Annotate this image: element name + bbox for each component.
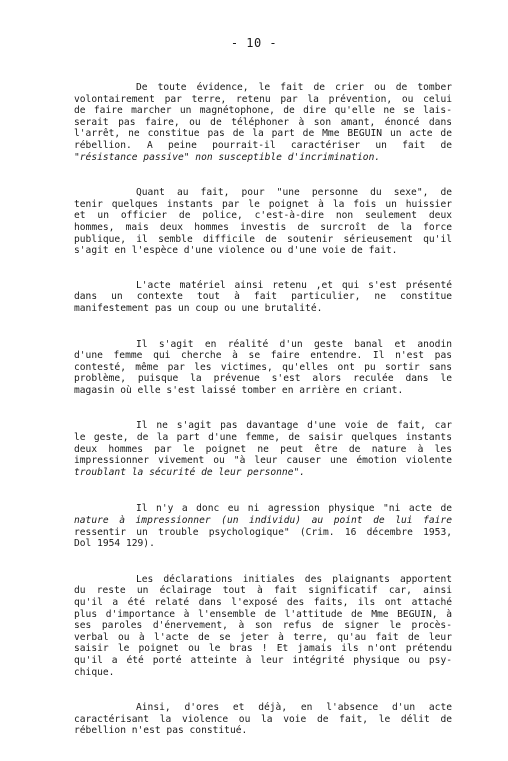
text-line: d'une femme qui cherche à se faire entendre. Il n'est pas <box>74 350 452 362</box>
text-line: Il s'agit en réalité d'un geste banal et anodin <box>136 338 452 350</box>
text-line: verbal ou à l'acte de se jeter à terre, qu'au fait de leur <box>74 631 452 643</box>
text-line: Les déclarations initiales des plaignants apportent <box>136 573 452 585</box>
text-line: deux hommes par le poignet ne peut être de nature à les <box>74 443 452 455</box>
text-line: publique, il semble difficile de soutenir sérieusement qu'il <box>74 233 452 245</box>
text-line: hommes, mais deux hommes investis de surcroît de la force <box>74 221 452 233</box>
text-line: l'arrêt, ne constitue pas de la part de Mme BEGUIN un acte de <box>74 128 452 140</box>
text-line: impressionner vivement ou "à leur causer une émotion violente <box>74 455 452 467</box>
text-line: problème, puisque la prévenue s'est alors reculée dans le <box>74 373 452 385</box>
text-line: chique. <box>74 666 115 678</box>
text-line: Il ne s'agit pas davantage d'une voie de fait, car <box>136 420 452 432</box>
text-line: caractérisant la violence ou la voie de fait, le délit de <box>74 713 452 725</box>
paragraph-2 <box>74 187 452 257</box>
text-line: troublant la sécurité de leur personne". <box>74 466 306 478</box>
text-line: ressentir un trouble psychologique" (Crim. 16 décembre 1953, <box>74 526 452 538</box>
text-line: rébellion n'est pas constitué. <box>74 725 248 737</box>
paragraph-7 <box>74 574 452 678</box>
text-line: dans un contexte tout à fait particulier, ne constitue <box>74 291 452 303</box>
text-line: ses paroles d'énervement, à son refus de signer le procès- <box>74 620 452 632</box>
text-line: s'agit en l'espèce d'une violence ou d'une voie de fait. <box>74 245 398 257</box>
text-line: de faire marcher un magnétophone, de dire qu'elle ne se lais- <box>74 105 452 117</box>
text-line: magasin où elle s'est laissé tomber en arrière en criant. <box>74 384 404 396</box>
text-line: De toute évidence, le fait de crier ou de tomber <box>136 82 452 93</box>
text-line: contesté, même par les victimes, qu'elles ont pu sortir sans <box>74 361 452 373</box>
page-number: - 10 - <box>230 36 278 50</box>
text-line: plus d'importance à l'ensemble de l'attitude de Mme BEGUIN, à <box>74 608 452 620</box>
text-line: volontairement par terre, retenu par la prévention, ou celui <box>74 93 452 105</box>
text-line: rébellion. A peine pourrait-il caractériser un fait de <box>74 139 452 151</box>
paragraph-8 <box>74 702 452 737</box>
text-line: du reste un éclairage tout à fait significatif car, ainsi <box>74 585 452 597</box>
paragraph-4 <box>74 339 452 397</box>
text-line: tenir quelques instants par le poignet à la fois un huissier <box>74 198 452 210</box>
text-line: le geste, de la part d'une femme, de saisir quelques instants <box>74 432 452 444</box>
text-line: qu'il a été relaté dans l'exposé des faits, ils ont attaché <box>74 597 452 608</box>
text-line: Quant au fait, pour "une personne du sexe", de <box>136 187 452 199</box>
text-line: nature à impressionner (un individu) au point de lui faire <box>74 515 452 527</box>
document-body <box>74 82 452 761</box>
paragraph-5 <box>74 420 452 478</box>
text-line: saisir le poignet ou le bras ! Et jamais ils n'ont prétendu <box>74 643 452 655</box>
paragraph-1 <box>74 82 452 163</box>
paragraph-3 <box>74 280 452 315</box>
paragraph-6 <box>74 503 452 549</box>
text-line: Il n'y a donc eu ni agression physique "ni acte de <box>136 503 452 515</box>
text-line: Dol 1954 129). <box>74 538 155 550</box>
text-line: manifestement pas un coup ou une brutalité. <box>74 302 323 314</box>
text-line: qu'il a été porté atteinte à leur intégrité physique ou psy- <box>74 654 452 666</box>
text-line: "résistance passive" non susceptible d'incrimination. <box>74 151 381 163</box>
text-line: Ainsi, d'ores et déjà, en l'absence d'un acte <box>136 702 452 714</box>
text-line: L'acte matériel ainsi retenu ,et qui s'est présenté <box>136 279 452 291</box>
text-line: et un officier de police, c'est-à-dire non seulement deux <box>74 210 452 222</box>
text-line: serait pas faire, ou de téléphoner à son amant, énoncé dans <box>74 116 452 128</box>
